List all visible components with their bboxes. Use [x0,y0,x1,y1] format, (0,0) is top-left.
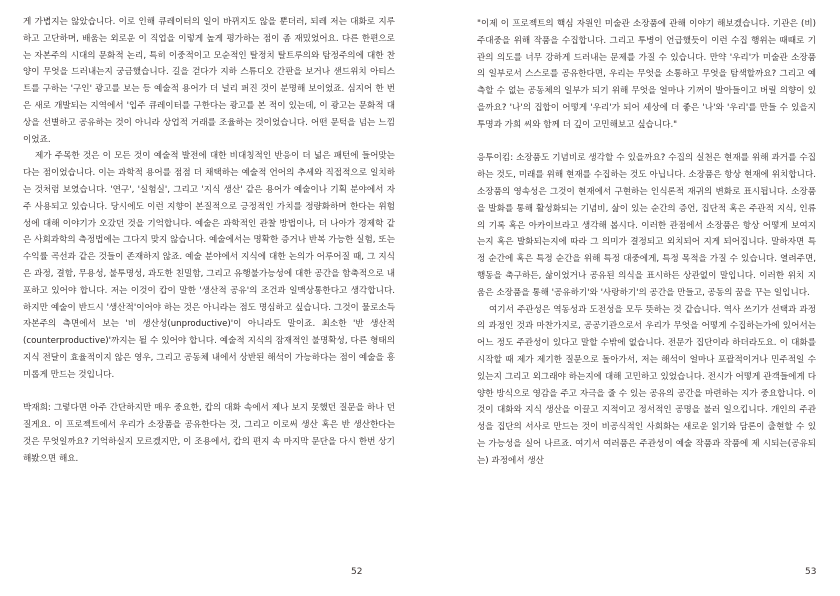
right-paragraph-1: "이제 이 프로젝트의 핵심 자원인 미술관 소장품에 관해 이야기 해보겠습니다. 기관은 (비)주대중을 위해 작품을 수집합니다. 그리고 투병이 언급했듯이 이런 수집 행위는 때때로 기관의 의도를 너무 강하게 드러내는 문제를 가질 수 있습니다. 만약 '우리'가 미술관 소장품의 일부로서 스스로를 공유한다면, 우리는 무엇을 소통하고 무엇을 탐색할까요? 그리고 예측할 수 없는 공동체의 일부가 되기 위해 무엇을 얼마나 기꺼이 발아들이고 버릴 의향이 있을까요? '나'의 집합이 어떻게 '우리'가 되어 세상에 더 좋은 '나'와 '우리'를 만들 수 있을지 투명과 가희 씨와 함께 더 깊이 고민해보고 싶습니다." [477,19,816,130]
left-paragraph-3: 박재희: 그렇다면 아주 간단하지만 매우 중요한, 캅의 대화 속에서 제나 보지 못했던 질문을 하나 던질게요. 이 프로젝트에서 우리가 소장품을 공유한다는 것, 그리고 이로써 생산 혹은 반 생산한다는 것은 무엇일까요? 기억하실지 모르겠지만, 이 조용에서, 캅의 편지 속 마지막 문단을 다시 한번 상기 해봤으면 해요. [23,403,395,464]
left-page-text [23,14,395,468]
right-page [420,0,840,596]
right-paragraph-3: 여기서 주관성은 역동성과 도전성을 모두 뜻하는 것 같습니다. 역사 쓰기가 선택과 과정의 과정인 것과 마찬가지로, 공공기관으로서 우리가 무엇을 어떻게 수집하는가에 있어서는 어느 정도 주관성이 있다고 말할 수밖에 없습니다. 전문가 집단이라 하더라도요. 이 대화를 시작할 때 제가 제기한 질문으로 돌아가서, 저는 해석이 얼마나 포괄적이거나 민주적일 수 있는지 그리고 외그래야 하는지에 대해 고민하고 있었습니다. 전시가 어떻게 관객들에게 다양한 방식으로 영감을 주고 자극을 줄 수 있는 공유의 공간을 마련하는 지가 중요합니다. 이것이 대화와 지식 생산을 이끌고 지적이고 정서적인 공명을 불러 일으킵니다. 개인의 주관성을 집단의 서사로 만드는 것이 비공식적인 사회화는 새로운 읽기와 담론이 출현할 수 있는 가능성을 실어 나르죠. 여기서 여러품은 주관성이 예술 작품과 작품에 제 시되는(공유되는) 과정에서 생산 [477,304,816,466]
page-number: 53 [805,567,817,577]
right-page-text [477,16,816,470]
left-paragraph-1: 게 가볍지는 않았습니다. 이로 인해 큐레이터의 일이 바뀌지도 않을 뿐더러, 되레 저는 대화로 지루하고 고단하며, 배움는 외로운 이 직업을 이렇게 높게 평가하는 점이 좀 재밌었어요. 다른 한편으로는 자본주의 시대의 문화적 논리, 특히 이중적이고 모순적인 탈정치 탈트루의와 탐정주의에 대한 찬양이 무엇을 드러내는지 궁금했습니다. 길을 걷다가 지하 스튜디오 간판을 보거나 샌드위치 아티스트를 구하는 '구인' 광고를 보는 등 예술적 용어가 더 널리 퍼진 것이 분명해 보이었죠. 심지어 한 번은 새로 개발되는 지역에서 '입주 큐레이터를 구한다는 광고를 본 적이 있는데, 이 광고는 문화적 대상을 선별하고 공유하는 것이 아니라 상업적 거래를 조율하는 것이었습니다. 어떤 문턱을 넘는 느낌이었죠. [23,17,395,145]
left-paragraph-2: 제가 주목한 것은 이 모든 것이 예술적 발전에 대한 비대칭적인 반응이 더 넓은 패턴에 들어맞는다는 점이었습니다. 이는 과학적 용어를 점점 더 채택하는 예술적 언어의 추세와 직접적으로 일치하는 것처럼 보였습니다. '연구', '실험실', 그리고 '지식 생산' 같은 용어가 예술이나 기획 분야에서 자주 사용되고 있습니다. 당시에도 이런 지향이 본질적으로 긍정적인 가치를 정량화하며 한다는 위험성에 대해 이야기가 오갔던 것을 기억합니다. 예술은 과학적인 관찰 방법이나, 더 나아가 경제학 같은 사회과학의 측정법에는 그다지 맞지 않습니다. 예술에서는 명확한 증거나 반복 가능한 실험, 또는 수익률 곡선과 같은 것들이 존재하지 않죠. 예술 분야에서 지식에 대한 논의가 어루어질 때, 그 지식은 과정, 결함, 무용성, 불투명성, 과도한 친밀함, 그리고 유행불가능성에 대한 공간을 함축적으로 내포하고 있어야 합니다. 저는 이것이 캅이 말한 '생산적 공유'의 조건과 일맥상통한다고 생각합니다. 하지만 예술이 반드시 '생산적'이어야 하는 것은 아니라는 점도 명심하고 싶습니다. 그것이 물로소득 자본주의 측면에서 보는 '비 생산성(unproductive)'이 아니라도 말이죠. 최소한 '반 생산적(counterproductive)'까지는 될 수 있어야 합니다. 예술적 지식의 잠재적인 불명확성, 다른 형태의 지식 전달이 효율적이지 않은 영우, 그리고 공동체 내에서 상반된 해석이 가능하다는 점이 예술을 흥미롭게 만드는 것입니다. [23,151,395,380]
page-number: 52 [351,567,363,577]
right-paragraph-2: 응투이킴: 소장품도 기념비로 생각할 수 있을까요? 수집의 실천은 현재를 위해 과거를 수집하는 것도, 미래를 위해 현재를 수집하는 것도 아닙니다. 소장품은 항상 현재에 위치합니다. 소장품의 영속성은 그것이 현재에서 구현하는 인식론적 재귀의 변화로 표시됩니다. 소장품을 발화를 통해 활성화되는 기념비, 삶이 있는 순간의 증언, 집단적 혹은 주관적 지식, 인류의 기록 혹은 아카이브라고 생각해 봅시다. 이러한 관점에서 소장품은 항상 어떻게 보여지는지 혹은 발화되는지에 따라 그 의미가 결정되고 외치되어 지게 되어집니다. 말하자면 특정 순간에 혹은 특정 순간을 위해 특정 대중에게, 특정 목적을 가질 수 있습니다. 열려주면, 행동을 축구하든, 삶이었거나 공유된 의식을 표시하든 상관없이 말입니다. 이러한 위치 지움은 소장품을 통해 '공유하기'와 '사랑하기'의 공간을 만들고, 공동의 꿈을 꾸는 일입니다. [477,153,816,298]
